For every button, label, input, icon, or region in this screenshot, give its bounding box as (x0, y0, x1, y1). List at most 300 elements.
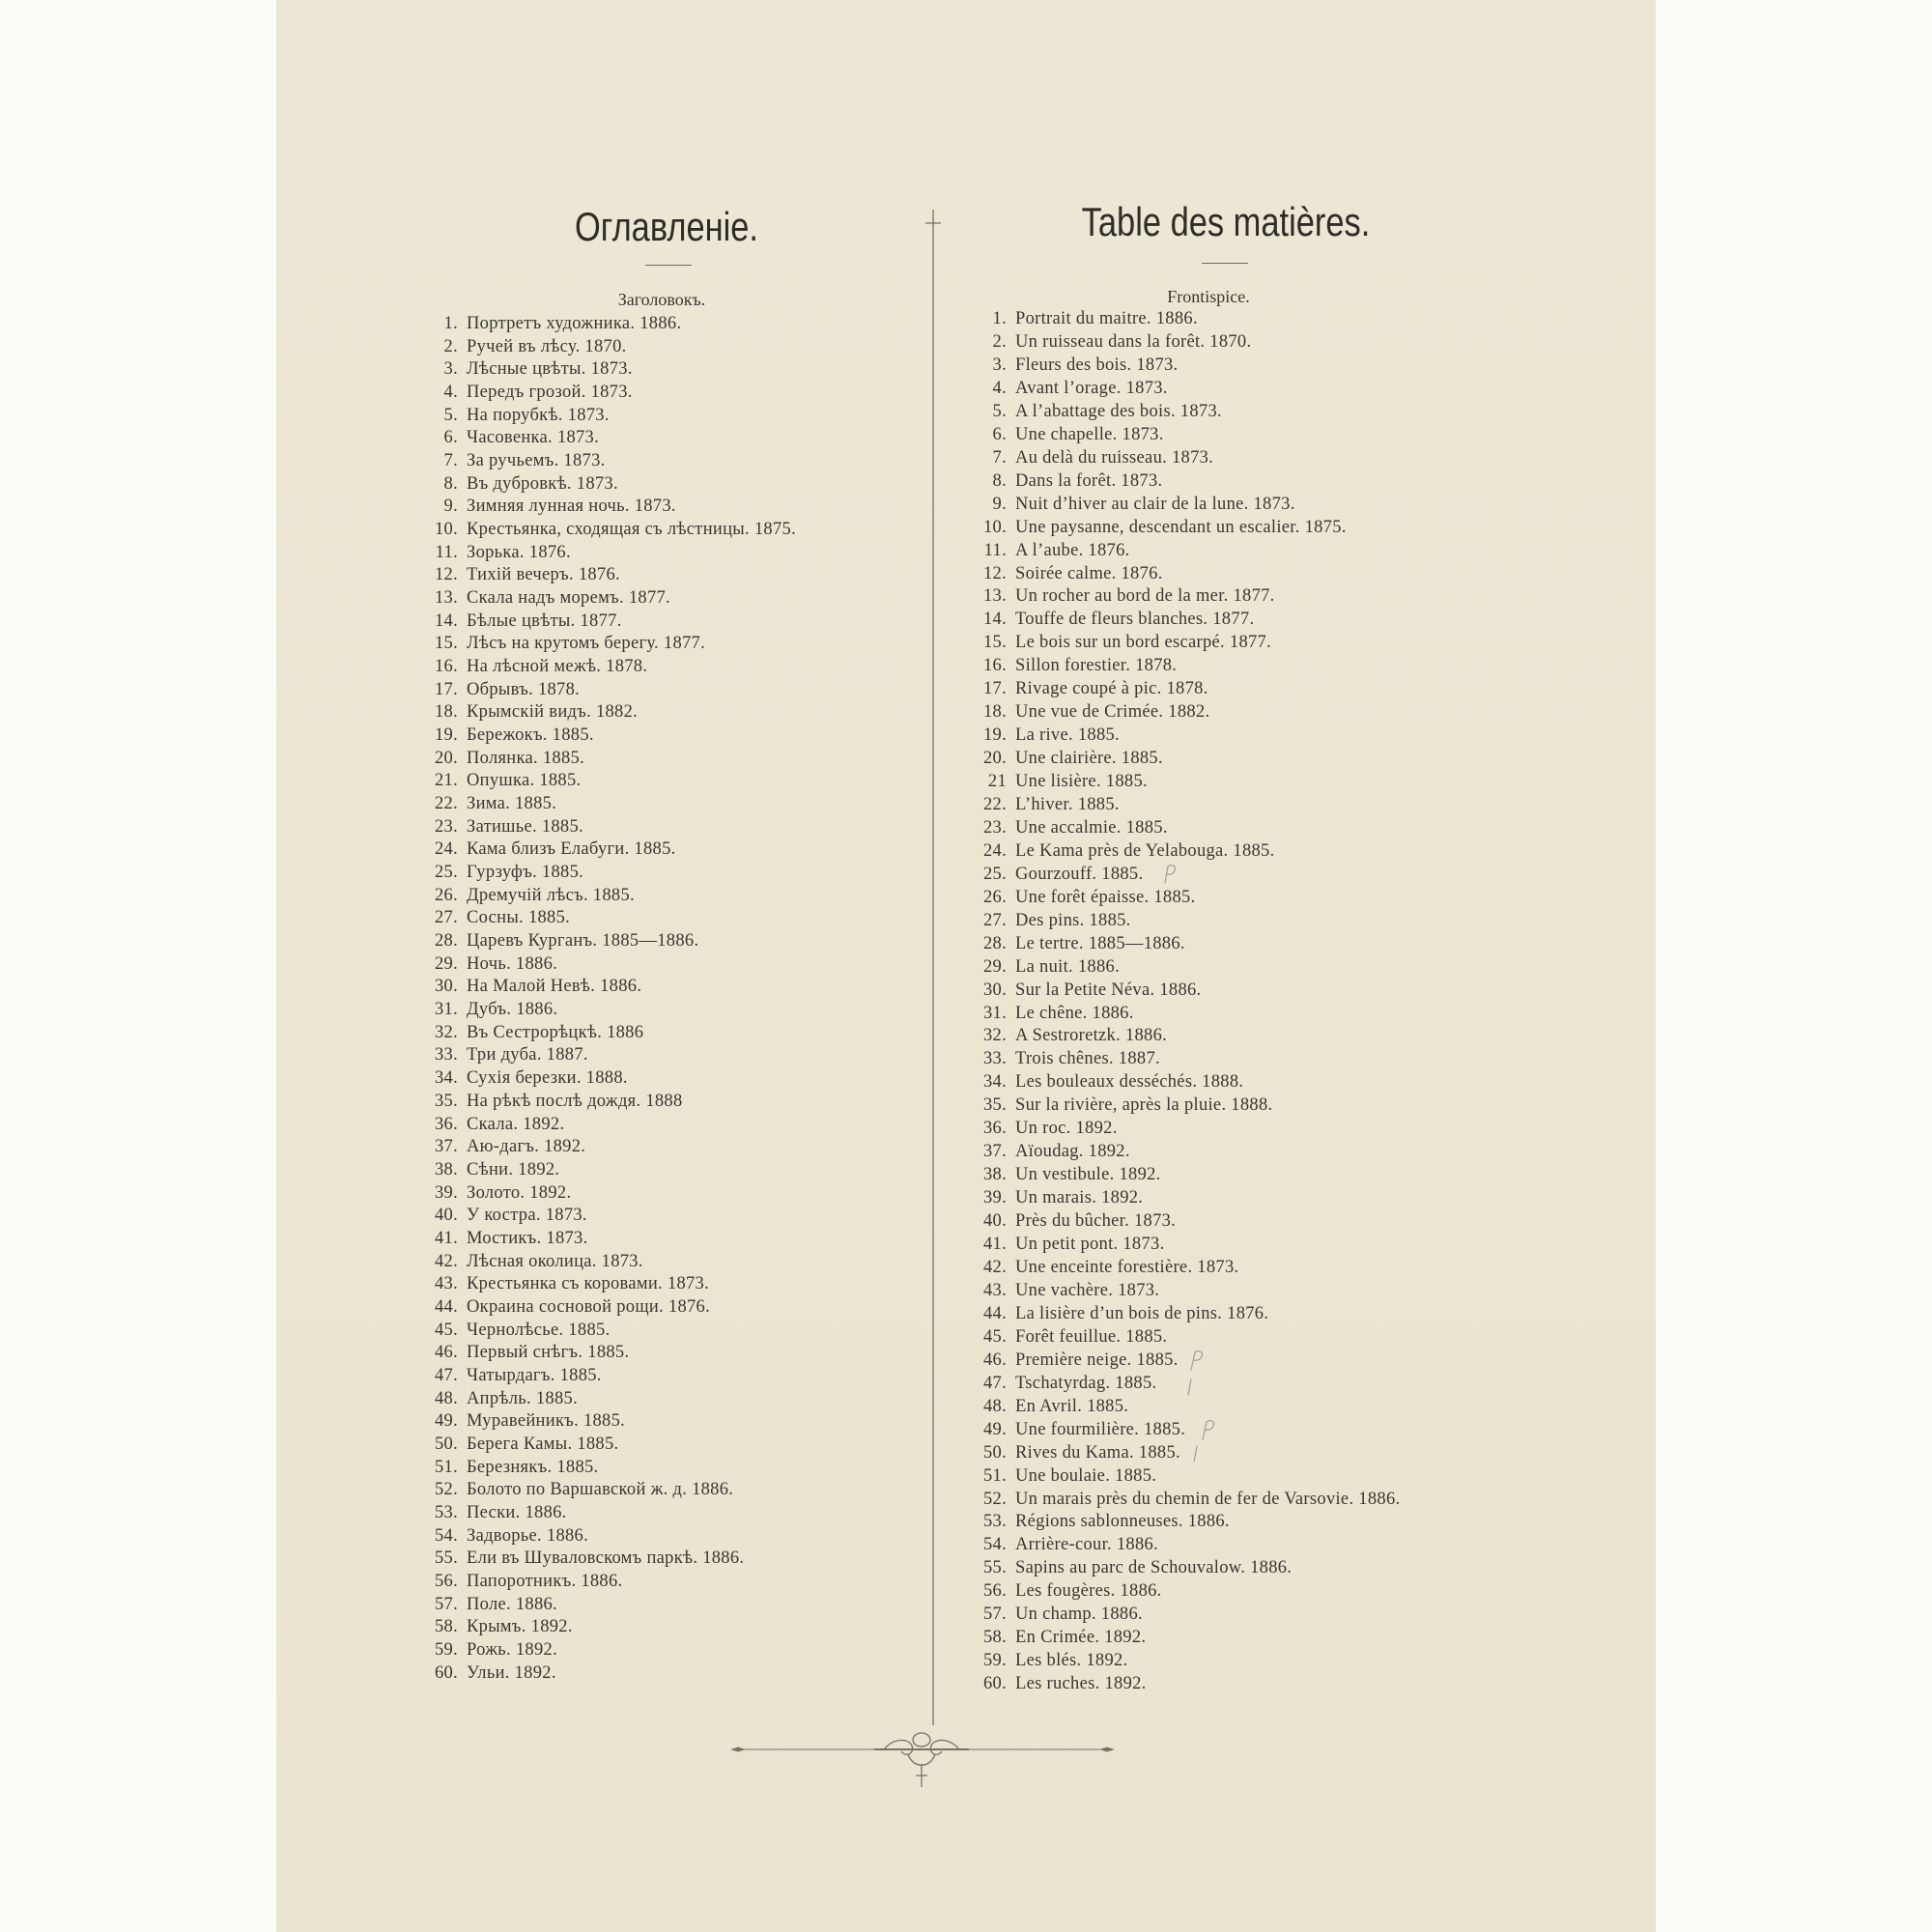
entry-number: 25. (982, 864, 1007, 884)
toc-entry-french (964, 1325, 1167, 1349)
entry-number: 38. (434, 1159, 458, 1179)
entry-number: 17. (982, 679, 1007, 699)
entry-number: 38. (982, 1165, 1007, 1185)
toc-entry-french (964, 1464, 1156, 1488)
entry-title: Au delà du ruisseau. 1873. (1015, 447, 1214, 468)
entry-number: 24. (434, 839, 458, 860)
entry-title: Le bois sur un bord escarpé. 1877. (1015, 633, 1272, 653)
entry-title: La rive. 1885. (1015, 725, 1120, 746)
entry-number: 50. (434, 1434, 458, 1454)
entry-number: 6. (992, 424, 1007, 444)
toc-entry-french (964, 539, 1130, 562)
entry-title: Un rocher au bord de la mer. 1877. (1015, 586, 1275, 607)
page-title-russian: Оглавленіе. (574, 204, 758, 249)
entry-title: Въ дубровкѣ. 1873. (467, 473, 618, 494)
entry-title: Лѣсная околица. 1873. (467, 1251, 643, 1271)
entry-title: Дубъ. 1886. (467, 1000, 558, 1020)
toc-entry-russian (415, 518, 796, 541)
toc-entry-russian (415, 1364, 602, 1387)
entry-number: 41. (434, 1228, 458, 1248)
frontispiece-label-french: Frontispice. (1167, 287, 1250, 306)
entry-number: 48. (982, 1396, 1007, 1416)
entry-number: 57. (982, 1605, 1007, 1625)
entry-title: Première neige. 1885. (1015, 1350, 1179, 1370)
entry-number: 8. (443, 473, 458, 494)
entry-number: 53. (982, 1512, 1007, 1532)
entry-number: 22. (982, 795, 1007, 814)
entry-title: Чернолѣсье. 1885. (467, 1320, 611, 1340)
entry-number: 6. (443, 428, 458, 448)
entry-title: Дремучій лѣсъ. 1885. (467, 885, 635, 905)
entry-number: 29. (982, 956, 1007, 977)
entry-title: Крымскій видъ. 1882. (467, 702, 639, 723)
entry-title: Скала. 1892. (467, 1114, 565, 1134)
toc-entry-french (964, 1349, 1179, 1372)
entry-number: 24. (982, 840, 1007, 861)
toc-entry-french (964, 423, 1164, 446)
toc-entry-french (964, 909, 1131, 932)
entry-number: 60. (982, 1674, 1007, 1693)
toc-entry-french (964, 1441, 1180, 1464)
entry-number: 12. (982, 563, 1007, 583)
entry-number: 2. (443, 336, 458, 356)
entry-number: 9. (443, 497, 458, 517)
entry-title: Nuit d’hiver au clair de la lune. 1873. (1015, 494, 1295, 514)
toc-entry-french (964, 1533, 1158, 1556)
entry-number: 52. (434, 1480, 458, 1500)
toc-entry-russian (415, 335, 627, 358)
entry-number: 10. (434, 520, 458, 539)
entry-title: Часовенка. 1873. (467, 428, 600, 448)
entry-title: Зорька. 1876. (467, 542, 571, 562)
toc-entry-french (964, 307, 1198, 330)
entry-number: 35. (434, 1091, 458, 1111)
entry-number: 31. (982, 1003, 1007, 1023)
toc-entry-french (964, 724, 1120, 747)
toc-entry-russian (415, 1387, 578, 1410)
entry-title: Sillon forestier. 1878. (1015, 656, 1178, 676)
toc-entry-french (964, 584, 1275, 608)
entry-number: 31. (434, 1000, 458, 1020)
toc-entry-russian (415, 1181, 571, 1205)
toc-entry-russian (415, 632, 705, 655)
toc-entry-french (964, 955, 1120, 979)
entry-number: 3. (992, 355, 1007, 375)
entry-number: 1. (992, 309, 1007, 328)
toc-entry-russian (415, 541, 571, 564)
entry-number: 28. (982, 933, 1007, 953)
entry-title: Le chêne. 1886. (1015, 1003, 1134, 1023)
entry-title: Крестьянка, сходящая съ лѣстницы. 1875. (467, 520, 796, 539)
entry-number: 14. (982, 610, 1007, 630)
entry-title: Une vachère. 1873. (1015, 1280, 1160, 1300)
entry-number: 55. (434, 1548, 458, 1569)
toc-entry-french (964, 469, 1162, 493)
toc-entry-russian (415, 1341, 629, 1364)
entry-title: Les blés. 1892. (1015, 1651, 1128, 1671)
toc-entry-russian (415, 861, 583, 884)
toc-entry-russian (415, 426, 599, 449)
entry-title: A Sestroretzk. 1886. (1015, 1026, 1168, 1046)
entry-number: 58. (982, 1628, 1007, 1648)
toc-entry-russian (415, 495, 676, 518)
toc-entry-russian (415, 563, 620, 586)
entry-title: Tschatyrdag. 1885. (1015, 1373, 1157, 1393)
entry-title: Un ruisseau dans la forêt. 1870. (1015, 331, 1252, 352)
entry-number: 22. (434, 794, 458, 814)
entry-title: Ульи. 1892. (467, 1662, 556, 1683)
toc-entry-french (964, 886, 1196, 909)
toc-entry-russian (415, 1295, 710, 1319)
entry-number: 19. (982, 725, 1007, 746)
toc-entry-russian (415, 1478, 733, 1501)
entry-title: Un marais près du chemin de fer de Varsovie. 1886. (1015, 1489, 1401, 1509)
entry-number: 13. (982, 586, 1007, 607)
toc-entry-french (964, 1510, 1230, 1533)
toc-entry-french (964, 1649, 1128, 1672)
toc-entry-french (964, 377, 1168, 400)
toc-entry-french (964, 1047, 1160, 1070)
entry-number: 46. (982, 1350, 1007, 1370)
entry-title: Rivage coupé à pic. 1878. (1015, 679, 1208, 699)
entry-number: 5. (443, 405, 458, 425)
entry-number: 51. (982, 1465, 1007, 1486)
toc-entry-french (964, 863, 1143, 886)
entry-title: Царевъ Курганъ. 1885—1886. (467, 931, 699, 952)
toc-entry-french (964, 1140, 1130, 1163)
toc-entry-french (964, 1279, 1159, 1302)
entry-title: Лѣсъ на крутомъ берегу. 1877. (467, 634, 706, 654)
entry-number: 40. (434, 1206, 458, 1226)
toc-entry-french (964, 1070, 1243, 1094)
entry-title: Avant l’orage. 1873. (1015, 378, 1168, 398)
entry-title: Un marais. 1892. (1015, 1188, 1144, 1208)
toc-entry-french (964, 1233, 1165, 1256)
entry-title: Gourzouff. 1885. (1015, 864, 1144, 884)
entry-number: 1. (443, 314, 458, 333)
toc-entry-russian (415, 838, 676, 861)
toc-entry-french (964, 932, 1185, 955)
toc-entry-russian (415, 404, 610, 427)
entry-title: La lisière d’un bois de pins. 1876. (1015, 1303, 1269, 1323)
toc-entry-french (964, 330, 1251, 354)
entry-number: 17. (434, 679, 458, 699)
toc-entry-french (964, 839, 1275, 863)
frontispiece-label-russian: Заголовокъ. (617, 290, 706, 309)
entry-title: Сосны. 1885. (467, 908, 571, 928)
toc-entry-french (964, 1024, 1167, 1047)
entry-number: 35. (982, 1095, 1007, 1116)
toc-entry-russian (415, 1662, 556, 1685)
entry-title: Rives du Kama. 1885. (1015, 1442, 1180, 1463)
entry-number: 54. (434, 1525, 458, 1546)
entry-title: Régions sablonneuses. 1886. (1015, 1512, 1230, 1532)
entry-title: Зимняя лунная ночь. 1873. (467, 497, 676, 517)
entry-title: Папоротникъ. 1886. (467, 1571, 623, 1591)
entry-title: Ручей въ лѣсу. 1870. (467, 336, 627, 356)
entry-title: Крымъ. 1892. (467, 1617, 573, 1637)
title-underline-left (645, 265, 692, 266)
entry-number: 20. (434, 748, 458, 768)
entry-number: 26. (434, 885, 458, 905)
entry-number: 42. (982, 1257, 1007, 1277)
toc-entry-french (964, 354, 1178, 377)
entry-number: 19. (434, 725, 458, 746)
entry-title: Задворье. 1886. (467, 1525, 589, 1546)
entry-title: Près du bûcher. 1873. (1015, 1211, 1177, 1231)
entry-number: 37. (982, 1142, 1007, 1162)
toc-entry-russian (415, 1043, 588, 1066)
toc-entry-french (964, 1163, 1161, 1186)
entry-number: 43. (434, 1274, 458, 1294)
toc-entry-russian (415, 724, 594, 747)
entry-number: 3. (443, 359, 458, 380)
entry-title: Une lisière. 1885. (1015, 772, 1148, 791)
entry-number: 56. (982, 1581, 1007, 1602)
entry-title: Пески. 1886. (467, 1502, 567, 1522)
toc-entry-french (964, 1626, 1146, 1649)
entry-number: 46. (434, 1343, 458, 1363)
toc-entry-russian (415, 472, 618, 496)
entry-title: Сухія березки. 1888. (467, 1068, 628, 1089)
entry-number: 52. (982, 1489, 1007, 1509)
entry-title: Обрывъ. 1878. (467, 679, 581, 699)
toc-entry-russian (415, 1021, 643, 1044)
entry-title: Le tertre. 1885—1886. (1015, 933, 1185, 953)
entry-title: A l’abattage des bois. 1873. (1015, 401, 1222, 421)
entry-title: Touffe de fleurs blanches. 1877. (1015, 610, 1255, 630)
toc-entry-french (964, 1556, 1292, 1579)
entry-title: Sur la rivière, après la pluie. 1888. (1015, 1095, 1273, 1116)
entry-number: 44. (434, 1296, 458, 1317)
entry-title: Три дуба. 1887. (467, 1045, 588, 1065)
toc-entry-french (964, 677, 1208, 700)
entry-title: Portrait du maitre. 1886. (1015, 309, 1198, 328)
toc-entry-french (964, 1418, 1185, 1441)
entry-title: Un roc. 1892. (1015, 1119, 1118, 1139)
entry-number: 57. (434, 1594, 458, 1614)
entry-title: Портретъ художника. 1886. (467, 314, 682, 333)
entry-title: Ели въ Шуваловскомъ паркѣ. 1886. (467, 1548, 745, 1569)
entry-title: На порубкѣ. 1873. (467, 405, 610, 425)
entry-number: 15. (982, 633, 1007, 653)
toc-entry-russian (415, 769, 581, 792)
entry-title: Рожь. 1892. (467, 1639, 558, 1660)
entry-title: Une clairière. 1885. (1015, 749, 1163, 768)
toc-entry-french (964, 631, 1271, 654)
entry-number: 37. (434, 1137, 458, 1157)
entry-number: 33. (434, 1045, 458, 1065)
entry-title: Arrière-cour. 1886. (1015, 1535, 1158, 1555)
entry-title: Лѣсные цвѣты. 1873. (467, 359, 633, 380)
entry-title: Въ Сестрорѣцкѣ. 1886 (467, 1022, 644, 1042)
toc-entry-russian (415, 381, 633, 404)
toc-entry-russian (415, 1433, 618, 1456)
entry-number: 26. (982, 887, 1007, 907)
entry-number: 47. (982, 1373, 1007, 1393)
entry-title: Une boulaie. 1885. (1015, 1465, 1157, 1486)
toc-entry-russian (415, 586, 670, 610)
entry-number: 16. (434, 657, 458, 676)
toc-entry-russian (415, 1524, 588, 1548)
toc-entry-russian (415, 792, 556, 815)
entry-title: Forêt feuillue. 1885. (1015, 1326, 1168, 1347)
toc-entry-french (964, 1186, 1143, 1209)
entry-number: 59. (982, 1651, 1007, 1671)
entry-number: 58. (434, 1617, 458, 1637)
entry-number: 16. (982, 656, 1007, 676)
toc-entry-french (964, 1603, 1143, 1626)
toc-entry-french (964, 608, 1254, 631)
entry-title: Аю-дагъ. 1892. (467, 1137, 586, 1157)
entry-number: 47. (434, 1365, 458, 1385)
entry-title: Крестьянка съ коровами. 1873. (467, 1274, 710, 1294)
toc-entry-russian (415, 1319, 611, 1342)
entry-title: Бѣлые цвѣты. 1877. (467, 611, 622, 631)
entry-number: 8. (992, 470, 1007, 491)
entry-number: 60. (434, 1662, 458, 1683)
entry-title: Берега Камы. 1885. (467, 1434, 619, 1454)
toc-entry-russian (415, 815, 583, 838)
toc-entry-russian (415, 952, 557, 976)
entry-title: Une vue de Crimée. 1882. (1015, 702, 1210, 723)
toc-entry-russian (415, 1090, 683, 1113)
toc-entry-russian (415, 747, 584, 770)
entry-number: 9. (992, 494, 1007, 514)
entry-title: Sapins au parc de Schouvalow. 1886. (1015, 1558, 1293, 1578)
entry-number: 48. (434, 1388, 458, 1408)
toc-entry-russian (415, 610, 622, 633)
entry-number: 30. (982, 980, 1007, 1000)
entry-number: 13. (434, 588, 458, 608)
toc-entry-russian (415, 1204, 587, 1227)
entry-title: Un vestibule. 1892. (1015, 1165, 1161, 1185)
entry-title: Апрѣль. 1885. (467, 1388, 578, 1408)
entry-title: Мостикъ. 1873. (467, 1228, 588, 1248)
entry-number: 39. (982, 1188, 1007, 1208)
toc-entry-russian (415, 1409, 625, 1433)
toc-entry-russian (415, 1227, 588, 1250)
toc-entry-russian (415, 1638, 557, 1662)
toc-entry-french (964, 1302, 1268, 1325)
entry-number: 49. (434, 1411, 458, 1432)
entry-number: 28. (434, 931, 458, 952)
toc-entry-russian (415, 700, 638, 724)
toc-entry-russian (415, 884, 635, 907)
entry-number: 12. (434, 565, 458, 585)
entry-title: Aïoudag. 1892. (1015, 1142, 1130, 1162)
entry-title: Un petit pont. 1873. (1015, 1235, 1165, 1254)
toc-entry-french (964, 446, 1213, 469)
toc-entry-russian (415, 1570, 622, 1593)
entry-number: 14. (434, 611, 458, 631)
entry-number: 45. (434, 1320, 458, 1340)
toc-entry-russian (415, 1593, 557, 1616)
toc-entry-french (964, 654, 1177, 677)
entry-number: 51. (434, 1457, 458, 1477)
entry-number: 4. (992, 378, 1007, 398)
entry-number: 27. (982, 910, 1007, 930)
entry-number: 44. (982, 1303, 1007, 1323)
entry-number: 36. (434, 1114, 458, 1134)
entry-number: 5. (992, 401, 1007, 421)
entry-number: 18. (434, 702, 458, 723)
entry-number: 32. (982, 1026, 1007, 1046)
toc-entry-french (964, 1094, 1272, 1117)
entry-number: 50. (982, 1442, 1007, 1463)
toc-entry-russian (415, 1158, 559, 1181)
title-underline-right (1202, 263, 1248, 264)
entry-number: 2. (992, 331, 1007, 352)
toc-entry-russian (415, 312, 681, 335)
toc-entry-russian (415, 678, 580, 701)
entry-number: 55. (982, 1558, 1007, 1578)
toc-entry-french (964, 400, 1222, 423)
entry-title: Dans la forêt. 1873. (1015, 470, 1163, 491)
entry-title: Скала надъ моремъ. 1877. (467, 588, 670, 608)
toc-entry-french (964, 979, 1201, 1002)
entry-title: Затишье. 1885. (467, 816, 583, 837)
entry-title: En Avril. 1885. (1015, 1396, 1129, 1416)
entry-number: 25. (434, 863, 458, 883)
entry-title: A l’aube. 1876. (1015, 540, 1130, 560)
entry-number: 59. (434, 1639, 458, 1660)
entry-title: Бережокъ. 1885. (467, 725, 594, 746)
entry-title: Березнякъ. 1885. (467, 1457, 599, 1477)
entry-number: 15. (434, 634, 458, 654)
entry-title: Тихій вечеръ. 1876. (467, 565, 620, 585)
entry-number: 18. (982, 702, 1007, 723)
entry-number: 20. (982, 749, 1007, 768)
toc-entry-french (964, 516, 1347, 539)
entry-title: На Малой Невѣ. 1886. (467, 977, 642, 997)
toc-entry-russian (415, 906, 570, 929)
toc-entry-russian (415, 1547, 744, 1570)
entry-number: 27. (434, 908, 458, 928)
entry-title: За ручьемъ. 1873. (467, 451, 606, 470)
entry-number: 10. (982, 517, 1007, 537)
toc-entry-russian (415, 1456, 598, 1479)
entry-title: Les bouleaux desséchés. 1888. (1015, 1072, 1244, 1093)
entry-number: 54. (982, 1535, 1007, 1555)
entry-number: 45. (982, 1326, 1007, 1347)
entry-title: Une chapelle. 1873. (1015, 424, 1164, 444)
toc-entry-french (964, 1579, 1162, 1603)
toc-entry-russian (415, 1615, 573, 1638)
entry-title: Une fourmilière. 1885. (1015, 1419, 1186, 1439)
entry-title: En Crimée. 1892. (1015, 1628, 1147, 1648)
entry-title: Ночь. 1886. (467, 953, 558, 974)
entry-title: Soirée calme. 1876. (1015, 563, 1163, 583)
entry-title: Опушка. 1885. (467, 771, 582, 791)
toc-entry-french (964, 562, 1163, 585)
entry-number: 34. (434, 1068, 458, 1089)
entry-number: 56. (434, 1571, 458, 1591)
entry-number: 42. (434, 1251, 458, 1271)
entry-number: 23. (434, 816, 458, 837)
entry-number: 34. (982, 1072, 1007, 1093)
toc-entry-russian (415, 998, 557, 1021)
entry-title: На лѣсной межѣ. 1878. (467, 657, 648, 676)
toc-entry-russian (415, 357, 633, 381)
toc-entry-french (964, 1488, 1400, 1511)
toc-entry-french (964, 700, 1209, 724)
toc-entry-russian (415, 1113, 564, 1136)
toc-entry-russian (415, 1250, 643, 1273)
entry-number: 30. (434, 977, 458, 997)
entry-number: 53. (434, 1502, 458, 1522)
entry-title: Des pins. 1885. (1015, 910, 1131, 930)
